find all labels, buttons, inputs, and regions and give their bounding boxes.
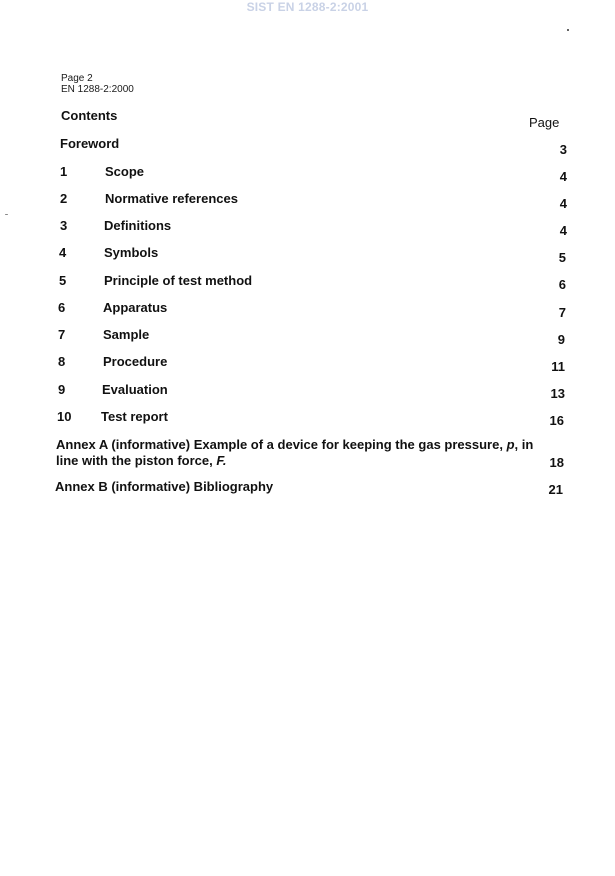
toc-entry-title: Sample <box>103 327 150 342</box>
toc-entry-title: Procedure <box>103 354 168 369</box>
watermark: SIST EN 1288-2:2001 <box>246 0 369 14</box>
toc-entry-number: 1 <box>60 164 68 179</box>
symbol-f: F. <box>216 453 227 468</box>
toc-entry-title: Apparatus <box>103 300 168 315</box>
toc-entry-page: 9 <box>557 332 565 347</box>
toc-entry-number: 3 <box>60 218 68 233</box>
toc-entry-title: Normative references <box>105 191 238 206</box>
toc-entry-page: 11 <box>551 359 565 374</box>
toc-entry-title: Symbols <box>104 245 159 260</box>
toc-entry-number: 9 <box>58 382 66 397</box>
toc-entry-page: 7 <box>558 305 566 320</box>
toc-entry-page: 13 <box>550 386 565 401</box>
toc-entry-number: 2 <box>60 191 68 206</box>
page-number-header: Page 2 <box>61 73 93 84</box>
toc-entry-number: 10 <box>57 409 72 424</box>
toc-annex-a-title: Annex A (informative) Example of a device for keeping the gas pressure, p, in line with the piston force, F. <box>56 437 534 468</box>
toc-annex-b-page: 21 <box>548 482 563 497</box>
scan-speck <box>5 214 8 215</box>
toc-annex-b-title: Annex B (informative) Bibliography <box>55 479 274 494</box>
toc-entry-title: Definitions <box>104 218 172 233</box>
toc-entry-number: 7 <box>58 327 66 342</box>
toc-entry-number: 4 <box>59 245 67 260</box>
toc-entry-title: Evaluation <box>102 382 168 397</box>
toc-entry-number: 6 <box>58 300 66 315</box>
page-column-label: Page <box>529 115 560 130</box>
scan-speck <box>567 29 569 31</box>
toc-entry-page: 4 <box>559 169 567 184</box>
contents-title: Contents <box>61 108 118 123</box>
toc-foreword-label: Foreword <box>60 136 120 151</box>
toc-entry-page: 4 <box>559 196 567 211</box>
toc-foreword-page: 3 <box>559 142 567 157</box>
toc-entry-number: 5 <box>59 273 67 288</box>
toc-entry-title: Principle of test method <box>104 273 253 288</box>
toc-entry-page: 16 <box>549 413 564 428</box>
toc-entry-page: 5 <box>558 250 566 265</box>
toc-entry-number: 8 <box>58 354 66 369</box>
toc-entry-title: Test report <box>101 409 168 424</box>
toc-entry-page: 6 <box>558 277 566 292</box>
toc-annex-a-page: 18 <box>549 455 564 470</box>
symbol-p: p <box>506 437 515 452</box>
toc-entry-page: 4 <box>559 223 567 238</box>
toc-entry-title: Scope <box>105 164 145 179</box>
standard-number-header: EN 1288-2:2000 <box>61 84 134 95</box>
